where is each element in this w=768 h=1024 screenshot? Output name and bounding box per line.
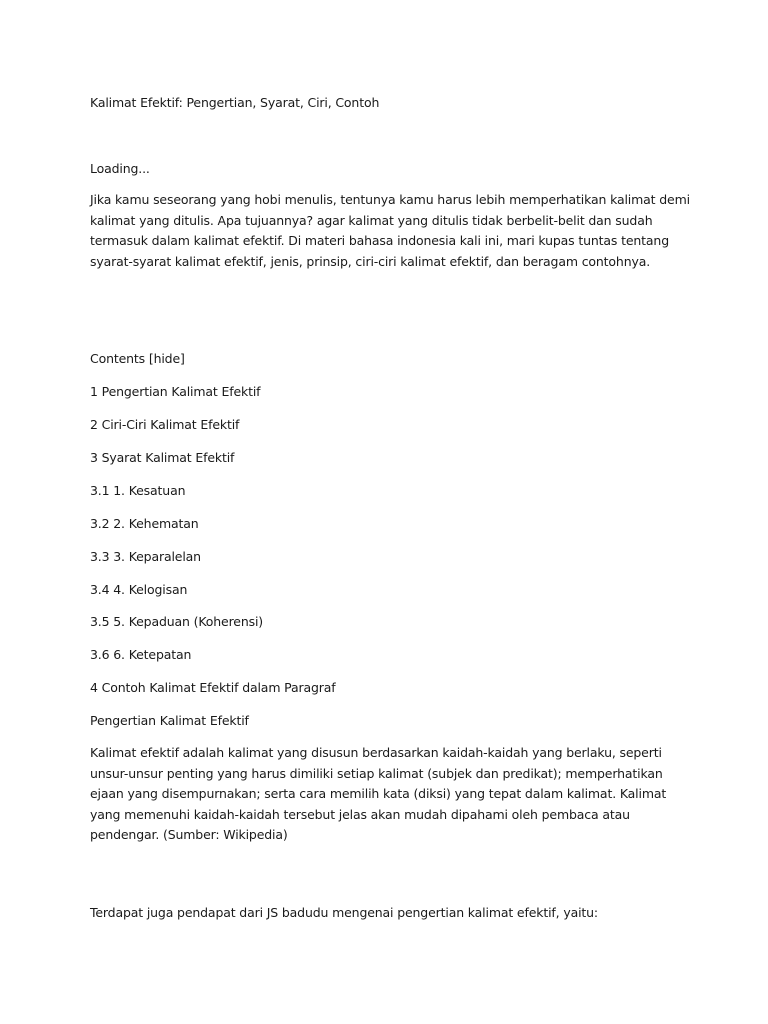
toc-item[interactable]: 3.5 5. Kepaduan (Koherensi) — [90, 614, 264, 629]
toc-item[interactable]: 3 Syarat Kalimat Efektif — [90, 450, 235, 465]
toc-item[interactable]: 3.1 1. Kesatuan — [90, 483, 186, 498]
document-title: Kalimat Efektif: Pengertian, Syarat, Ciri, Contoh — [90, 95, 380, 110]
toc-item[interactable]: 3.6 6. Ketepatan — [90, 647, 192, 662]
toc-item[interactable]: 1 Pengertian Kalimat Efektif — [90, 384, 261, 399]
contents-heading[interactable]: Contents [hide] — [90, 351, 185, 366]
section-heading: Pengertian Kalimat Efektif — [90, 713, 249, 728]
toc-item[interactable]: 2 Ciri-Ciri Kalimat Efektif — [90, 417, 240, 432]
toc-item[interactable]: 3.4 4. Kelogisan — [90, 582, 188, 597]
loading-text: Loading... — [90, 161, 150, 176]
intro-paragraph: Jika kamu seseorang yang hobi menulis, tentunya kamu harus lebih memperhatikan kalimat demi kalimat yang ditulis. Apa tujuannya? agar kalimat yang ditulis tidak berbelit-belit dan sudah termasuk dalam kalimat efektif. Di materi bahasa indonesia kali ini, mari kupas tuntas tentang syarat-syarat kalimat efektif, jenis, prinsip, ciri-ciri kalimat efektif, dan beragam contohnya. — [90, 192, 690, 269]
js-badudu-paragraph: Terdapat juga pendapat dari JS badudu mengenai pengertian kalimat efektif, yaitu: — [90, 905, 598, 920]
definition-paragraph: Kalimat efektif adalah kalimat yang disusun berdasarkan kaidah-kaidah yang berlaku, seperti unsur-unsur penting yang harus dimiliki setiap kalimat (subjek dan predikat); memperhatikan ejaan yang disempurnakan; serta cara memilih kata (diksi) yang tepat dalam kalimat. Kalimat yang memenuhi kaidah-kaidah tersebut jelas akan mudah dipahami oleh pembaca atau pendengar. (Sumber: Wikipedia) — [90, 745, 667, 842]
toc-item[interactable]: 4 Contoh Kalimat Efektif dalam Paragraf — [90, 680, 336, 695]
toc-item[interactable]: 3.2 2. Kehematan — [90, 516, 199, 531]
toc-item[interactable]: 3.3 3. Keparalelan — [90, 549, 201, 564]
